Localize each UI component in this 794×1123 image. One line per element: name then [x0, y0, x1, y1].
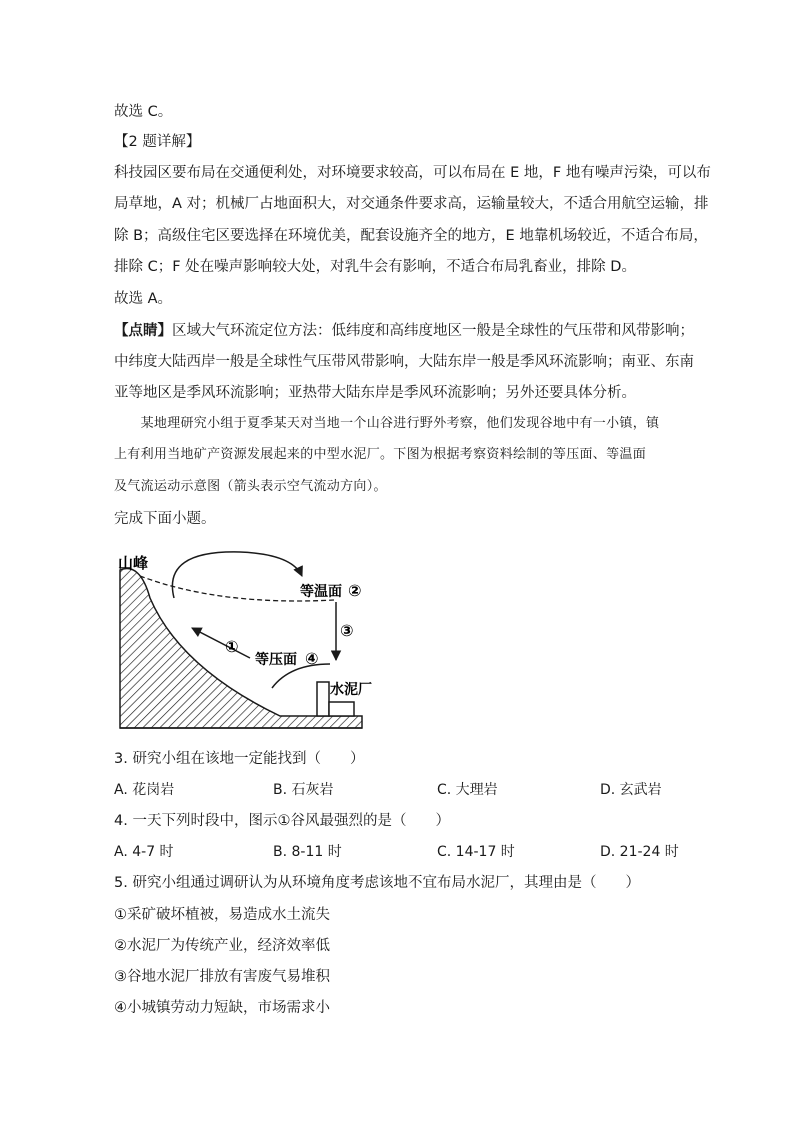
line-answer-a: 故选 A。 [114, 291, 173, 307]
q5-statement-2: ②水泥厂为传统产业，经济效率低 [114, 938, 330, 954]
isobar-label: 等压面 [255, 652, 297, 668]
explanation-line: 除 B；高级住宅区要选择在环境优美，配套设施齐全的地方，E 地靠机场较近，不适合布局， [114, 228, 708, 244]
label-1: ① [225, 637, 239, 656]
explanation-line: 局草地，A 对；机械厂占地面积大，对交通条件要求高，运输量较大，不适合用航空运输，排 [114, 196, 709, 212]
q3-option-d: D. 玄武岩 [600, 782, 662, 798]
instruction-line: 完成下面小题。 [114, 511, 216, 527]
line-answer-c: 故选 C。 [114, 104, 173, 120]
q5-statement-3: ③谷地水泥厂排放有害废气易堆积 [114, 969, 330, 985]
q5-statement-4: ④小城镇劳动力短缺，市场需求小 [114, 1000, 330, 1016]
question-5-stem: 5. 研究小组通过调研认为从环境角度考虑该地不宜布局水泥厂，其理由是（ ） [114, 875, 640, 891]
section-heading-q2-explanation: 【2 题详解】 [114, 134, 201, 150]
passage-line: 上有利用当地矿产资源发展起来的中型水泥厂。下图为根据考察资料绘制的等压面、等温面 [114, 447, 647, 462]
upper-airflow-arrow [172, 552, 302, 598]
valley-wind-arrow [192, 628, 250, 658]
passage-line: 及气流运动示意图（箭头表示空气流动方向）。 [114, 479, 387, 494]
label-3: ③ [340, 621, 354, 640]
factory-chimney [317, 682, 329, 716]
tip-line [114, 321, 694, 341]
factory-building [329, 702, 354, 716]
isotherm-label: 等温面 [300, 584, 342, 600]
question-3-stem: 3. 研究小组在该地一定能找到（ ） [114, 751, 365, 767]
explanation-line: 科技园区要布局在交通便利处，对环境要求较高，可以布局在 E 地，F 地有噪声污染，可以布 [114, 165, 711, 181]
tip-line: 亚等地区是季风环流影响；亚热带大陆东岸是季风环流影响；另外还要具体分析。 [114, 385, 636, 401]
q4-option-d: D. 21-24 时 [600, 844, 679, 860]
valley-wind-diagram [110, 548, 372, 730]
q3-option-a: A. 花岗岩 [114, 782, 175, 798]
q3-option-c: C. 大理岩 [437, 782, 498, 798]
q3-option-b: B. 石灰岩 [273, 782, 334, 798]
explanation-line: 排除 C；F 处在噪声影响较大处，对乳牛会有影响，不适合布局乳畜业，排除 D。 [114, 259, 636, 275]
passage-line: 某地理研究小组于夏季某天对当地一个山谷进行野外考察，他们发现谷地中有一小镇，镇 [114, 416, 660, 431]
peak-label: 山峰 [118, 554, 149, 572]
tip-label: 【点睛】 [114, 323, 172, 339]
label-2: ② [348, 581, 362, 600]
cement-factory-label: 水泥厂 [330, 682, 372, 698]
question-4-stem: 4. 一天下列时段中，图示①谷风最强烈的是（ ） [114, 813, 450, 829]
q5-statement-1: ①采矿破坏植被，易造成水土流失 [114, 907, 330, 923]
tip-text: 区域大气环流定位方法：低纬度和高纬度地区一般是全球性的气压带和风带影响； [172, 323, 694, 339]
label-4: ④ [305, 649, 319, 668]
q4-option-a: A. 4-7 时 [114, 844, 174, 860]
q4-option-c: C. 14-17 时 [437, 844, 515, 860]
tip-line: 中纬度大陆西岸一般是全球性气压带风带影响，大陆东岸一般是季风环流影响；南亚、东南 [114, 354, 694, 370]
q4-option-b: B. 8-11 时 [273, 844, 342, 860]
